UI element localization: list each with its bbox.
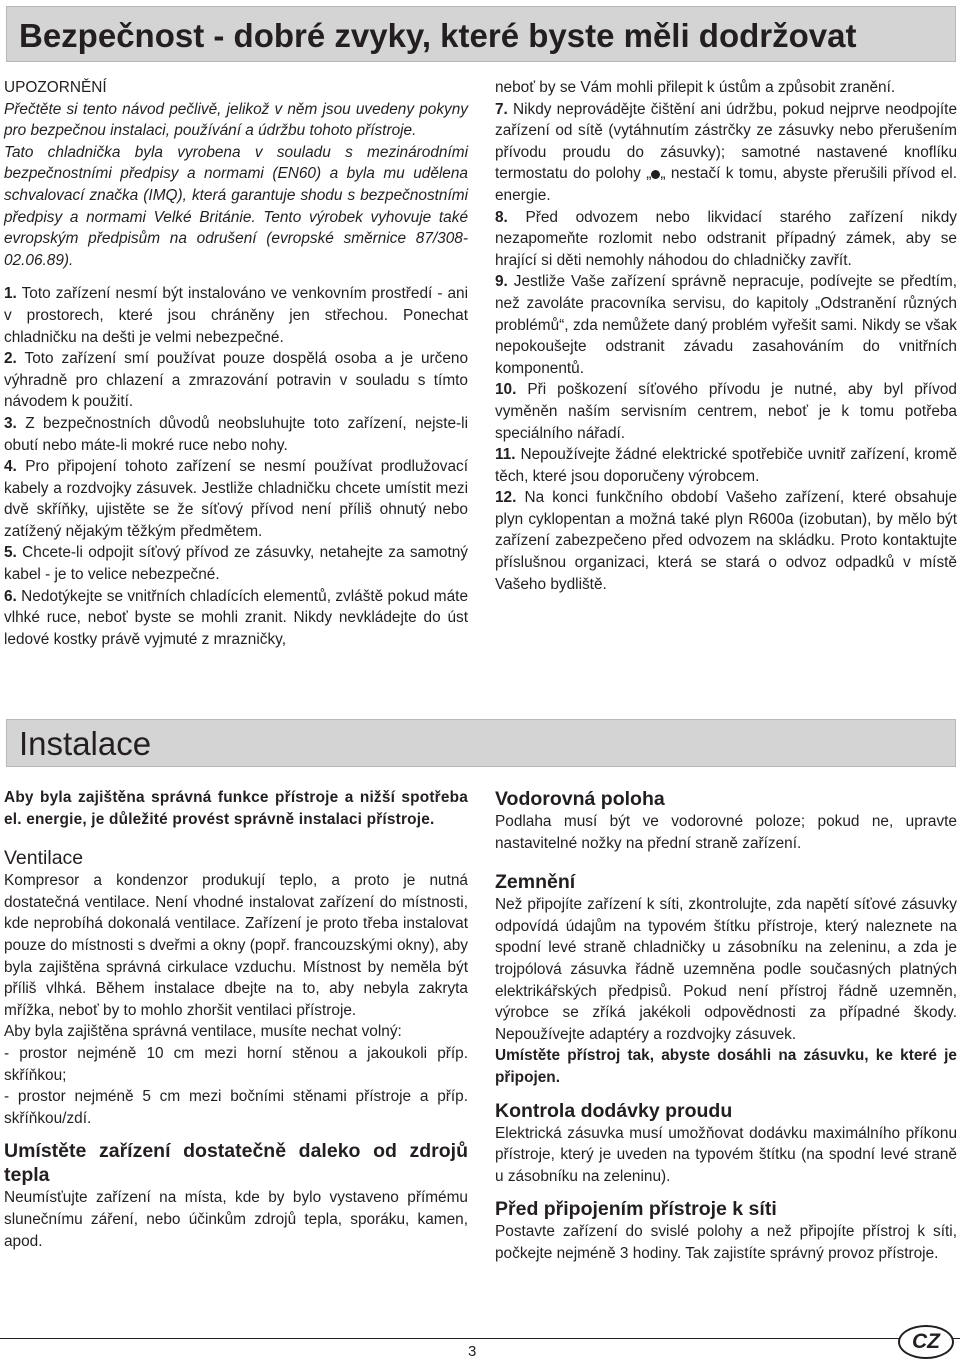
rule-number: 5.: [4, 544, 17, 562]
safety-rule: [495, 379, 957, 444]
safety-rule: [495, 207, 957, 272]
safety-rule: [495, 271, 957, 379]
safety-rule: [4, 586, 468, 651]
installation-header: [6, 719, 956, 767]
rule-number: 6.: [4, 587, 17, 605]
level-text: Podlaha musí být ve vodorovné poloze; pokud ne, upravte nastavitelné nožky na přední straně zařízení.: [495, 813, 957, 852]
rule-number: 1.: [4, 285, 17, 303]
rule-text: Nedotýkejte se vnitřních chladících elementů, zvláště pokud máte vlhké ruce, neboť byste se mohli zranit. Nikdy nevkládejte do úst ledové kostky právě vyjmuté z mrazničky,: [4, 587, 469, 648]
rule-6-continuation: neboť by se Vám mohli přilepit k ústům a způsobit zranění.: [495, 79, 896, 96]
earthing-heading: Zemnění: [495, 871, 576, 894]
safety-right-column: [495, 77, 957, 595]
ventilation-text: Kompresor a kondenzor produkují teplo, a proto je nutná dostatečná ventilace. Není vhodné instalovat zařízení do místnosti, kde neprobíhá dokonalá ventilace. Zařízení je proto třeba instalovat pouze do místnosti s dveřmi a okny (popř. francouzskými okny), aby byla zajištěna správná cirkulace vzduchu. Místnost by neměla být příliš vlhká. Během instalace dbejte na to, aby nebyla zakryta mřížka, neboť by to mohlo zhoršit ventilaci přístroje.: [4, 872, 468, 1019]
page-number: 3: [468, 1343, 477, 1360]
rule-number: 3.: [4, 414, 17, 432]
safety-rule: [495, 444, 957, 487]
page-title: Bezpečnost - dobré zvyky, které byste měli dodržovat: [19, 17, 857, 54]
rule-number: 10.: [495, 381, 517, 399]
safety-rule: [4, 348, 468, 413]
page-header: [6, 6, 956, 62]
ventilation-heading: Ventilace: [4, 847, 84, 870]
rule-text: Chcete-li odpojit síťový přívod ze zásuvky, netahejte za samotný kabel - je to velice nebezpečné.: [4, 544, 468, 584]
safety-left-column: [4, 77, 468, 650]
safety-rule-7: 7. Nikdy neprovádějte čištění ani údržbu, pokud nejprve neodpojíte zařízení od sítě (vytáhnutím zástrčky ze zásuvky nebo přerušením přívodu proudu do zásuvky); samotné nastavené knoflíku termostatu do polohy „ „ nestačí k tomu, abyste přerušili přívod el. energie.: [495, 100, 958, 204]
thermostat-dot-icon: [651, 170, 660, 179]
rule-text: Toto zařízení nesmí být instalováno ve venkovním prostředí - ani v prostorech, které jsou chráněny jen střechou. Ponechat chladničku na dešti je velmi nebezpečné.: [4, 285, 469, 346]
ventilation-item: - prostor nejméně 5 cm mezi bočními stěnami přístroje a příp. skříňkou/zdí.: [4, 1088, 468, 1127]
before-connecting-heading: Před připojením přístroje k síti: [495, 1198, 777, 1221]
language-badge: CZ: [898, 1325, 954, 1359]
rule-number: 4.: [4, 458, 17, 476]
rule-number: 9.: [495, 273, 508, 291]
rule-text: Jestliže Vaše zařízení správně nepracuje, podívejte se předtím, než zavoláte pracovníka servisu, do kapitoly „Odstranění různých problémů“, zda nemůžete daný problém vyřešit sami. Nikdy se však nepokoušejte odstranit závadu zasahováním do vnitřních komponentů.: [495, 273, 957, 377]
rule-text: Toto zařízení smí používat pouze dospělá osoba a je určeno výhradně pro chlazení a zmrazování potravin v souladu s tímto návodem k použití.: [4, 350, 469, 411]
installation-right-column: [495, 787, 957, 1265]
ventilation-item: - prostor nejméně 10 cm mezi horní stěnou a jakoukoli příp. skříňkou;: [4, 1044, 468, 1084]
installation-left-column: [4, 787, 468, 1252]
safety-rule: [4, 456, 468, 542]
footer-divider: [0, 1338, 960, 1339]
safety-rules-left: [4, 283, 468, 650]
before-connecting-text: Postavte zařízení do svislé polohy a než připojíte přístroj k síti, počkejte nejméně 3 hodiny. Tak zajistíte správný provoz přístroje.: [495, 1223, 957, 1262]
rule-number: 8.: [495, 208, 508, 226]
safety-rules-right: [495, 207, 957, 596]
safety-rule: [4, 542, 468, 585]
rule-text: Pro připojení tohoto zařízení se nesmí používat prodlužovací kabely a rozdvojky zásuvek. Jestliže chladničku chcete umístit mezi dvě skříňky, ujistěte se že síťový přívod není příliš ohnutý nebo zatížený nějakým těžkým předmětem.: [4, 458, 468, 540]
power-supply-text: Elektrická zásuvka musí umožňovat dodávku maximálního příkonu přístroje, který je uveden na typovém štítku (na spodní levé straně u zásobníku na zeleninu).: [495, 1124, 957, 1185]
level-heading: Vodorovná poloha: [495, 788, 665, 810]
heat-sources-text: Neumísťujte zařízení na místa, kde by bylo vystaveno přímému slunečnímu záření, nebo účinkům zdrojů tepla, sporáku, kamen, apod.: [4, 1189, 468, 1250]
earthing-text: Než připojíte zařízení k síti, zkontrolujte, zda napětí síťové zásuvky odpovídá údajům na typovém štítku přístroje, který naleznete na spodní levé straně chladničky u zásobníku na zeleninu, a zda je trojpólová zásuvka řádně uzemněna podle současných platných elektrikářských předpisů. Pokud není přístroj řádně uzemněn, výrobce se zříká jakékoli odpovědnosti za případné škody. Nepoužívejte adaptéry a rozdvojky zásuvek.: [495, 896, 957, 1043]
safety-rule: [495, 487, 957, 595]
rule-text: Nepoužívejte žádné elektrické spotřebiče uvnitř zařízení, kromě těch, které jsou doporučeny výrobcem.: [495, 446, 958, 485]
safety-rule: [4, 413, 468, 456]
rule-text: Z bezpečnostních důvodů neobsluhujte toto zařízení, nejste-li obutí nebo máte-li mokré ruce nebo nohy.: [4, 414, 469, 454]
rule-number: 2.: [4, 350, 17, 368]
earthing-note: Umístěte přístroj tak, abyste dosáhli na zásuvku, ke které je připojen.: [495, 1047, 957, 1086]
installation-title: Instalace: [19, 725, 152, 762]
rule-number: 7.: [495, 100, 508, 118]
warning-heading: UPOZORNĚNÍ: [4, 79, 107, 96]
power-supply-heading: Kontrola dodávky proudu: [495, 1099, 733, 1122]
rule-text: Před odvozem nebo likvidací starého zařízení nikdy nezapomeňte rozlomit nebo odstranit případný zámek, aby se hrající si děti nemohly náhodou do chladničky zavřít.: [495, 208, 957, 269]
ventilation-requirements: Aby byla zajištěna správná ventilace, musíte nechat volný:: [4, 1023, 402, 1041]
installation-intro: Aby byla zajištěna správná funkce přístroje a nižší spotřeba el. energie, je důležité provést správně instalaci přístroje.: [4, 789, 468, 828]
rule-number: 12.: [495, 489, 517, 507]
compliance-text: Tato chladnička byla vyrobena v souladu s mezinárodními bezpečnostními předpisy a normami (EN60) a byla mu udělena schvalovací značka (IMQ), která garantuje shodu s bezpečnostními předpisy a normami Velké Británie. Tento výrobek vyhovuje také evropským předpisům na odrušení (evropské směrnice 87/308-02.06.89).: [4, 143, 468, 269]
heat-sources-heading: Umístěte zařízení dostatečně daleko od zdrojů tepla: [4, 1140, 468, 1187]
warning-text: Přečtěte si tento návod pečlivě, jelikož v něm jsou uvedeny pokyny pro bezpečnou instalaci, používání a údržbu tohoto přístroje.: [4, 100, 468, 140]
safety-rule: [4, 283, 468, 348]
rule-text: Při poškození síťového přívodu je nutné, aby byl přívod vyměněn naším servisním centrem, neboť je k tomu potřeba speciálního nářadí.: [495, 381, 957, 442]
rule-text: Na konci funkčního období Vašeho zařízení, které obsahuje plyn cyklopentan a možná také plyn R600a (izobutan), by mělo být zařízení zabezpečeno před odvozem na skládku. Proto kontaktujte příslušnou organizaci, která se stará o odvoz odpadků v místě Vašeho bydliště.: [495, 489, 957, 593]
rule-number: 11.: [495, 446, 516, 464]
